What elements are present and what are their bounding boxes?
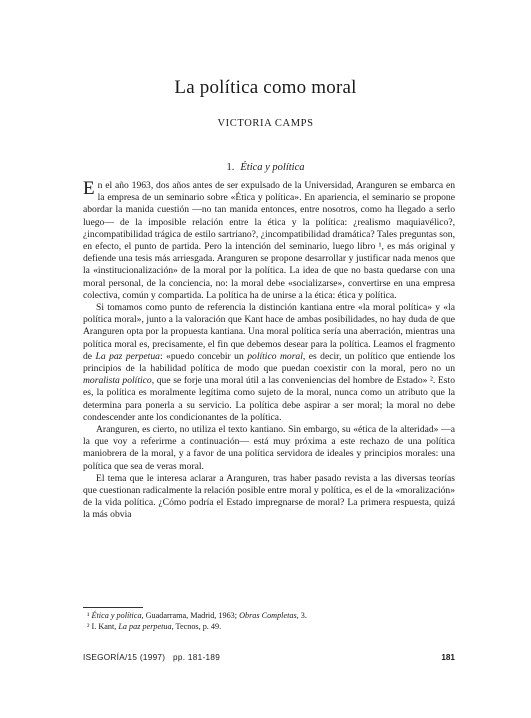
paragraph-1-text: n el año 1963, dos años antes de ser expulsado de la Universidad, Aranguren se embarca en la empresa de un seminario sobre «Ética y política». En apariencia, el seminario se propone abordar la manida cuestión —no tan manida entonces, entre nosotros, como ha llegado a serlo luego— de la imposible relación entre la ética y la política: ¿realismo maquiavélico?, ¿incompatibilidad trágica de estilo sartriano?, ¿incompatibilidad dramática? Tales preguntas son, en efecto, el punto de partida. Pero la intención del seminario, luego libro ¹, es más original y defiende una tesis más arriesgada. Aranguren se propone desarrollar y justificar nada menos que la «institucionalización» de la moral por la política. La idea de que no basta quedarse con una moral personal, de la conciencia, no: la moral debe «socializarse», convertirse en una empresa colectiva, común y compartida. La política ha de unirse a la ética: ética y política. (83, 180, 455, 301)
paragraph-2 (83, 302, 455, 424)
term-politico-moral: político moral (247, 350, 303, 362)
paragraph-2-text-b: : «puedo concebir un (159, 350, 248, 362)
footnote-2-mark: ² (87, 621, 90, 631)
work-title-paz-perpetua: La paz perpetua (95, 350, 160, 362)
footnote-1 (83, 611, 455, 622)
footnote-2-title: La paz perpetua (118, 621, 172, 631)
paragraph-1 (83, 180, 455, 302)
footnote-1-mark: ¹ (87, 611, 90, 620)
footnote-2-pre: I. Kant, (91, 621, 119, 631)
section-heading (0, 162, 531, 173)
section-number: 1. (226, 162, 235, 173)
journal-issue: ISEGORÍA/15 (1997) (83, 653, 166, 662)
drop-cap: E (83, 178, 95, 199)
article-title: La política como moral (174, 77, 357, 98)
page-number: 181 (441, 653, 455, 662)
article-body (83, 180, 455, 522)
paragraph-2-text-c: , es decir, un político que entiende los principios de la habilidad política de modo que puedan coexistir con la moral, pero no un (83, 350, 455, 375)
paragraph-3: Aranguren, es cierto, no utiliza el texto kantiano. Sin embargo, su «ética de la alteridad» —a la que voy a referirme a continuación— está muy próxima a este rechazo de una política maniobrera de la moral, y a favor de una política servidora de ideales y principios morales: una política que sea de veras moral. (83, 424, 455, 472)
paragraph-4: El tema que le interesa aclarar a Aranguren, tras haber pasado revista a las diversas teorías que cuestionan radicalmente la relación posible entre moral y política, es el de la «moralización» de la vida política. ¿Cómo podría el Estado impregnarse de moral? La primera respuesta, quizá la más obvia (83, 472, 455, 521)
footnote-1-title2: Obras Completas (239, 611, 297, 620)
footer-citation (83, 653, 220, 662)
term-moralista-politico: moralista político (83, 375, 152, 387)
page-range: pp. 181-189 (173, 653, 221, 662)
footnotes (83, 611, 455, 632)
footnote-rule (83, 607, 143, 608)
paragraph-2-text-d: , que se forje una moral útil a las conveniencias del hombre de Estado» ². Esto es, la política es moralmente legítima como sujeto de la moral, nunca como un atributo que la determina para ponerla a su servicio. La política debe aspirar a ser moral; la moral no debe condescender ante los condicionantes de la política. (83, 375, 455, 423)
footnote-2 (83, 622, 455, 633)
page-footer (83, 653, 455, 665)
section-title: Ética y política (240, 162, 305, 173)
footnote-2-text: , Tecnos, p. 49. (171, 621, 222, 631)
footnote-1-text2: , 3. (296, 611, 307, 620)
footnote-1-text: , Guadarrama, Madrid, 1963; (141, 611, 240, 620)
paragraph-2-text-a: Si tomamos como punto de referencia la distinción kantiana entre «la moral política» y «la política moral», junto a la valoración que Kant hace de ambas posibilidades, no hay duda de que Aranguren opta por la propuesta kantiana. Una moral política sería una aberración, mientras una política moral es, precisamente, el fin que debemos desear para la política. Leamos el fragmento de (83, 302, 455, 362)
author-name: VICTORIA CAMPS (217, 118, 314, 129)
footnote-1-title: Ética y política (91, 611, 142, 620)
